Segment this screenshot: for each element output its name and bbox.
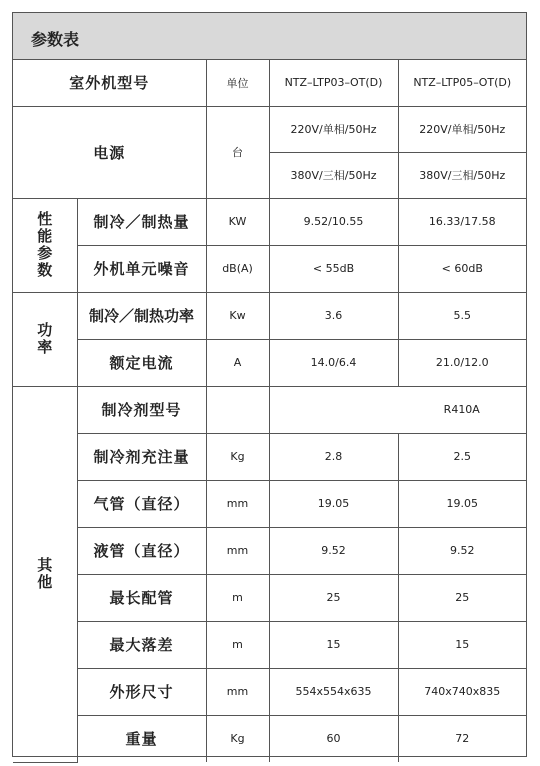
row-unit: mm [206, 480, 269, 527]
table-row [13, 60, 526, 106]
row-value-1: 3.6 [269, 292, 398, 339]
row-value-1: 2.8 [269, 433, 398, 480]
row-value-1: 60 [269, 715, 398, 762]
row-value-2: 25 [398, 574, 526, 621]
title-bar [13, 13, 526, 60]
power-1-2: 220V/单相/50Hz [398, 106, 526, 152]
row-unit [206, 386, 269, 433]
row-value-1: 554x554x635 [269, 668, 398, 715]
row-value-2: 740x740x835 [398, 668, 526, 715]
row-label: 最大落差 [77, 621, 206, 668]
row-value-merged [269, 386, 526, 433]
table-row [13, 106, 526, 152]
row-value-1: 9.52 [269, 527, 398, 574]
row-value-1: 19.05 [269, 480, 398, 527]
row-value-2: 16.33/17.58 [398, 198, 526, 245]
group-char: 其 [37, 556, 53, 574]
row-label: 外形尺寸 [77, 668, 206, 715]
table-row [13, 198, 526, 245]
row-value-1: 14.0/6.4 [269, 339, 398, 386]
row-unit: A [206, 339, 269, 386]
row-value-1: 25 [269, 574, 398, 621]
spec-table [13, 60, 526, 763]
power-1-1: 220V/单相/50Hz [269, 106, 398, 152]
group-char: 数 [37, 261, 53, 279]
table-row [13, 574, 526, 621]
page-title: 参数表 [31, 30, 80, 49]
row-value-2: 15 [398, 621, 526, 668]
table-row [13, 292, 526, 339]
row-unit: Kw [206, 292, 269, 339]
row-unit: m [206, 621, 269, 668]
power-2-1: 380V/三相/50Hz [269, 152, 398, 198]
row-value-1: 9.52/10.55 [269, 198, 398, 245]
row-unit: dB(A) [206, 245, 269, 292]
table-row [13, 245, 526, 292]
row-unit: Kg [206, 715, 269, 762]
group-char: 率 [37, 338, 53, 356]
row-value-2: 72 [398, 715, 526, 762]
row-label: 外机单元噪音 [77, 245, 206, 292]
power-unit: 台 [206, 106, 269, 198]
model-2: NTZ–LTP05–OT(D) [398, 60, 526, 106]
model-label: 室外机型号 [13, 60, 206, 106]
unit-header: 单位 [206, 60, 269, 106]
power-label: 电源 [13, 106, 206, 198]
table-row [13, 668, 526, 715]
group-char: 功 [37, 321, 53, 339]
model-1: NTZ–LTP03–OT(D) [269, 60, 398, 106]
group-char: 参 [37, 244, 53, 262]
group-char: 他 [37, 573, 53, 591]
refrigerant-value: R410A [443, 403, 480, 416]
row-label: 制冷剂型号 [77, 386, 206, 433]
table-row [13, 433, 526, 480]
group-power [13, 292, 77, 386]
row-label: 气管（直径） [77, 480, 206, 527]
table-row [13, 386, 526, 433]
row-value-1: 15 [269, 621, 398, 668]
row-unit: KW [206, 198, 269, 245]
row-value-2: 21.0/12.0 [398, 339, 526, 386]
row-value-2: 5.5 [398, 292, 526, 339]
group-char: 性 [37, 210, 53, 228]
row-label: 制冷／制热功率 [77, 292, 206, 339]
table-row [13, 339, 526, 386]
row-label: 最长配管 [77, 574, 206, 621]
row-unit: mm [206, 527, 269, 574]
group-performance [13, 198, 77, 292]
row-value-2: < 60dB [398, 245, 526, 292]
group-char: 能 [37, 227, 53, 245]
row-label: 重量 [77, 715, 206, 762]
table-row [13, 621, 526, 668]
group-other [13, 386, 77, 762]
row-label: 液管（直径） [77, 527, 206, 574]
table-row [13, 527, 526, 574]
spec-sheet [12, 12, 527, 757]
power-2-2: 380V/三相/50Hz [398, 152, 526, 198]
table-row [13, 715, 526, 762]
row-unit: m [206, 574, 269, 621]
row-value-1: < 55dB [269, 245, 398, 292]
row-label: 额定电流 [77, 339, 206, 386]
table-row [13, 480, 526, 527]
row-value-2: 2.5 [398, 433, 526, 480]
row-label: 制冷／制热量 [77, 198, 206, 245]
row-label: 制冷剂充注量 [77, 433, 206, 480]
row-unit: mm [206, 668, 269, 715]
row-value-2: 9.52 [398, 527, 526, 574]
row-value-2: 19.05 [398, 480, 526, 527]
row-unit: Kg [206, 433, 269, 480]
